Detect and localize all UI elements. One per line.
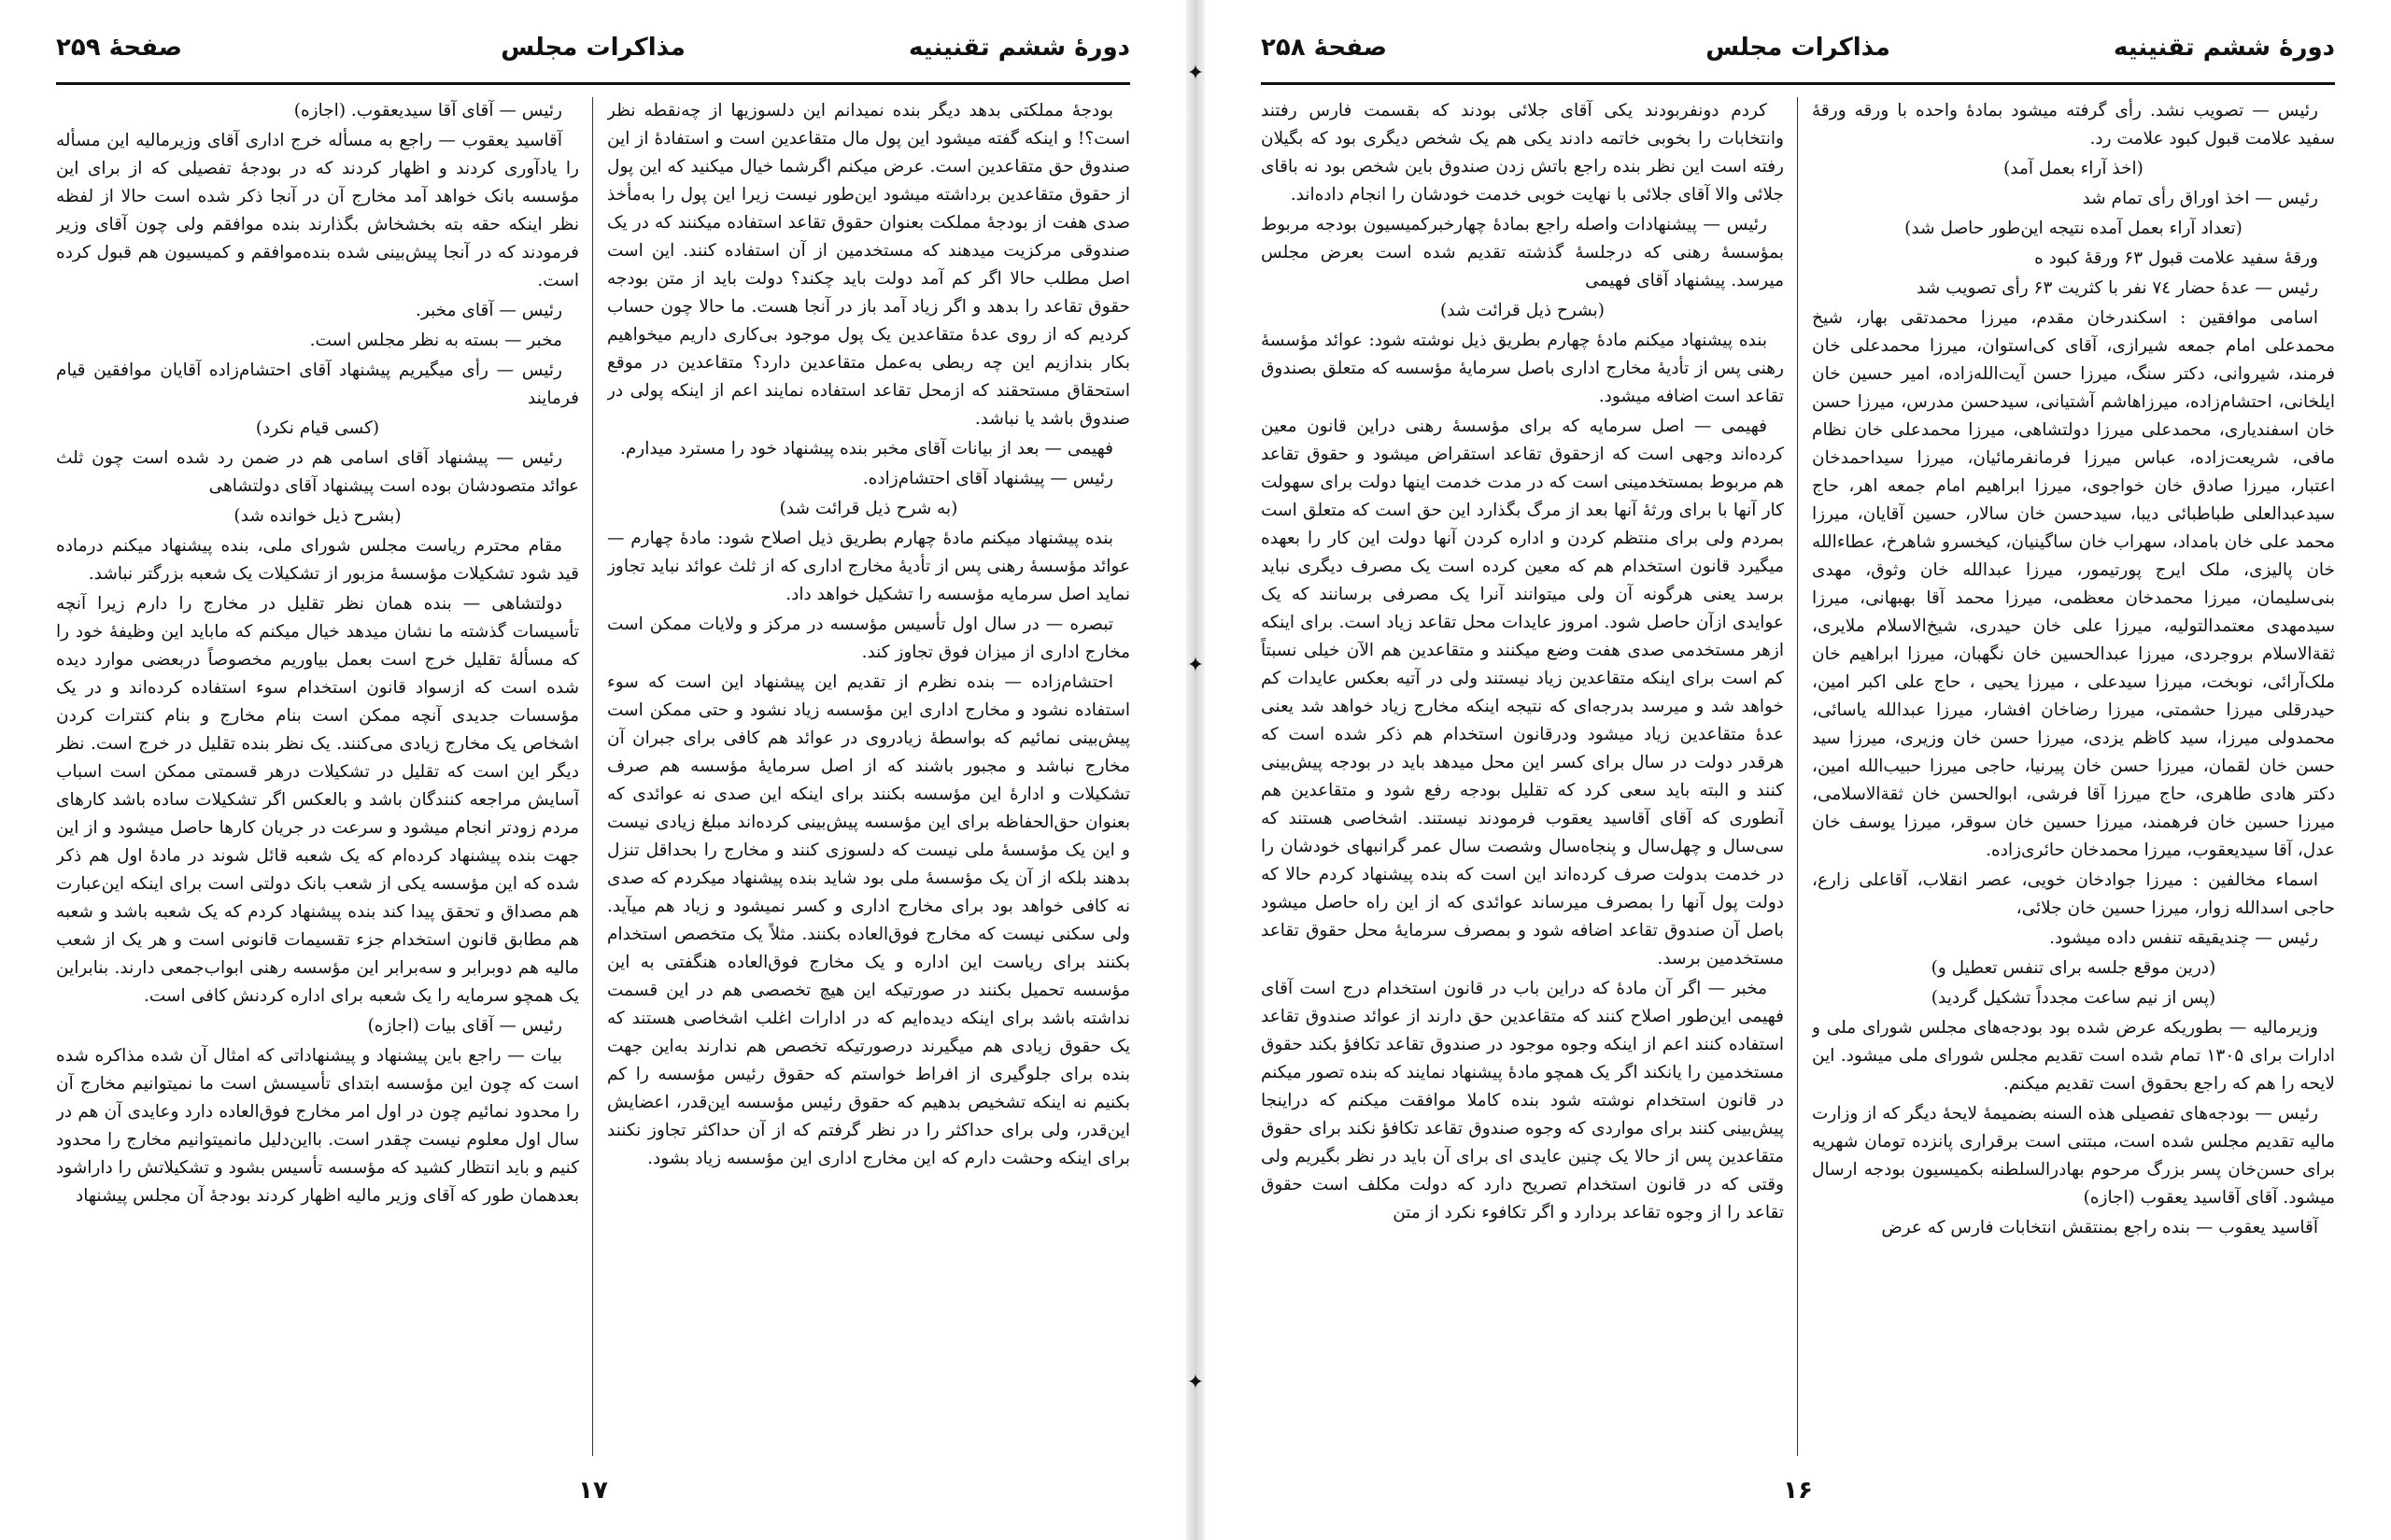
spine-ornament-icon: ✦ — [1186, 654, 1205, 677]
paragraph: احتشام‌زاده — بنده نظرم از تقدیم این پیشنهاد این است که سوء استفاده نشود و مخارج اداری این مؤسسه زیاد نشود و حتی ممکن است پیش‌بینی نمائیم که بواسطهٔ زیادروی در عوائد هم کافی برای جبران آن مخارج نباشد و مجبور باشند که از اصل سرمایهٔ مؤسسه هم صرف تشکیلات و ادارهٔ این مؤسسه بکنند برای اینکه این صدی نه عوائدی که بعنوان حق‌الحفاظه برای این مؤسسه پیش‌بینی کرده‌اند مبلغ زیادی نیست و این یک مؤسسهٔ ملی نیست که دلسوزی کنند و مخارج را بحداقل تنزل بدهند بلکه از آن یک مؤسسهٔ ملی بود شاید بنده پیشنهاد میکردم که صدی نه کافی خواهد بود برای مخارج اداری و کسر نمیشود و زیاد هم میآید. ولی سکنی نیست که مخارج فوق‌العاده بکنند. مثلاً یک متخصص استخدام بکنند برای ریاست این اداره و یک مخارج فوق‌العاده هنگفتی به این مؤسسه تحمیل بکنند در صورتیکه این هیچ تخصصی هم در این قسمت نداشته باشد برای اینکه دیده‌ایم که در ادارات اغلب اشخاصی هستند که یک حقوق زیادی هم میگیرند درصورتیکه تخصص هم ندارند به‌این جهت بنده برای جلوگیری از افراط خواستم که حقوق رئیس مؤسسه را کم بکنیم نه اینکه تشخیص بدهیم که حقوق رئیس مؤسسه این‌قدر، اعضایش این‌قدر، ولی برای حداکثر را در نظر گرفتم که از آن حداکثر تجاوز نکنند برای اینکه وحشت دارم که این مخارج اداری این مؤسسه زیاد بشود. — [607, 672, 1130, 1168]
left-page-header — [56, 34, 1130, 71]
paragraph: فهیمی — بعد از بیانات آقای مخبر بنده پیشنهاد خود را مسترد میدارم. — [619, 439, 1113, 459]
stage-direction: (بشرح ذیل قرائت شد) — [1440, 301, 1605, 320]
text-column — [56, 97, 579, 1456]
paragraph: بیات — راجع باین پیشنهاد و پیشنهاداتی که امثال آن شده مذاکره شده است که چون این مؤسسه ابتدای تأسیسش است ما نمیتوانیم مخارج آن را محدود نمائیم چون در اول امر مخارج فوق‌العاده دارد وعایدی آن هم در سال اول معلوم نیست چقدر است. بااین‌دلیل مانمیتوانیم مخارج را محدود کنیم و باید انتظار کشید که مؤسسه تأسیس بشود و تشکیلاتش را داراشود بعدهمان طور که آقای وزیر مالیه اظهار کردند بودجهٔ آن مجلس پیشنهاد — [56, 1046, 579, 1206]
right-page — [1205, 0, 2391, 1540]
session-label: دورهٔ ششم تقنینیه — [908, 34, 1130, 62]
paragraph: آقاسید یعقوب — راجع به مسأله خرج اداری آقای وزیرمالیه این مسأله را یادآوری کردند و اظهار کردند که در بودجهٔ تفصیلی که از برای این مؤسسه بانک خواهد آمد مخارج آن در آنجا ذکر شده است حالا از لفظه نظر اینکه حقه بته بخشخاش بگذارند بنده موافقم ولی چون آقای وزیر فرمودند که در آنجا پیش‌بینی شده بنده‌موافقم و کمیسیون هم قبول کرده است. — [56, 131, 579, 290]
header-title: مذاکرات مجلس — [1705, 34, 1890, 62]
spine-ornament-icon: ✦ — [1186, 62, 1205, 85]
page-label: صفحهٔ ۲۵۹ — [56, 34, 183, 62]
stage-direction: (اخذ آراء بعمل آمد) — [2003, 159, 2143, 178]
paragraph: مقام محترم ریاست مجلس شورای ملی، بنده پیشنهاد میکنم درماده قید شود تشکیلات مؤسسهٔ مزبور از تشکیلات یک شعبه بزرگتر نباشد. — [56, 536, 579, 584]
paragraph: آقاسید یعقوب — بنده راجع بمنتقش انتخابات فارس که عرض — [1881, 1218, 2318, 1237]
paragraph: رئیس — آقای آقا سیدیعقوب. (اجازه) — [293, 101, 562, 120]
header-rule — [56, 82, 1130, 85]
left-page — [0, 0, 1186, 1540]
session-label: دورهٔ ششم تقنینیه — [2113, 34, 2335, 62]
stage-direction: (درین موقع جلسه برای تنفس تعطیل و) — [1931, 958, 2216, 978]
paragraph: رئیس — پیشنهاد آقای احتشام‌زاده. — [862, 469, 1113, 488]
paragraph: رئیس — عدهٔ حضار ۷٤ نفر با کثریت ۶۳ رأی تصویب شد — [1917, 278, 2318, 298]
paragraph: دولتشاهی — بنده همان نظر تقلیل در مخارج را دارم زیرا آنچه تأسیسات گذشته ما نشان میدهد خیال میکنم که ماباید این وظیفهٔ خود را که مسألهٔ تقلیل خرج است بعمل بیاوریم مخصوصاً دربعضی موارد دیده شده است که ازسواد قانون استخدام سوء استفاده کرده‌اند و در یک مؤسسات جدیدی آنچه ممکن است بنام مخارج و بنام کنترات کردن اشخاص یک مخارج زیادی می‌کنند. یک نظر بنده تقلیل در خرج است. نظر دیگر این است که تقلیل در تشکیلات درهر قسمتی ممکن است اسباب آسایش مراجعه کنندگان باشد و بالعکس اگر تشکیلات ساده باشد کارهای مردم زودتر انجام میشود و سرعت در جریان کارها حاصل میشود و از این جهت بنده پیشنهاد کرده‌ام که یک شعبه قائل شوند در مادهٔ اول هم ذکر شده که این مؤسسه یکی از شعب بانک دولتی است برای اینکه این‌عبارت هم مصداق و تحقق پیدا کند بنده پیشنهاد کردم که یک شعبه باشد و شعبه هم مطابق قانون استخدام جزء تقسیمات قانونی است و هر یک از شعب مالیه هم دوبرابر و سه‌برابر این مؤسسه رهنی ابواب‌جمعی دارند. بنابراین یک همچو سرمایه را یک شعبه برای اداره کردنش کافی است. — [56, 594, 579, 1006]
paragraph: رئیس — پیشنهاد آقای اسامی هم در ضمن رد شده است چون ثلث عوائد متصودشان بوده است پیشنهاد آقای دولتشاهی — [56, 448, 579, 496]
paragraph: رئیس — تصویب نشد. رأی گرفته میشود بمادهٔ واحده با ورقه ورقهٔ سفید علامت قبول کبود علامت رد. — [1812, 101, 2335, 148]
paragraph: رئیس — آقای مخبر. — [415, 301, 562, 320]
paragraph: بنده پیشنهاد میکنم مادهٔ چهارم بطریق ذیل اصلاح شود: مادهٔ چهارم — عوائد مؤسسهٔ رهنی پس از تأدیهٔ مخارج اداری که از ثلث عوائد نباید تجاوز نماید اصل سرمایه مؤسسه را تشکیل خواهد داد. — [607, 529, 1130, 604]
stage-direction: (پس از نیم ساعت مجدداً تشکیل گردید) — [1931, 988, 2216, 1008]
paragraph: مخبر — بسته به نظر مجلس است. — [309, 331, 562, 350]
text-column — [607, 97, 1130, 1456]
page-number: ۱۶ — [1783, 1476, 1813, 1505]
paragraph: وزیرمالیه — بطوریکه عرض شده بود بودجه‌های مجلس شورای ملی و ادارات برای ۱۳۰۵ تمام شده است تقدیم مجلس شورای ملی میشود. این لایحه را هم که راجع بحقوق است تقدیم میکنم. — [1812, 1018, 2335, 1094]
paragraph: کردم دونفربودند یکی آقای جلائی بودند که بقسمت فارس رفتند وانتخابات را بخوبی خاتمه دادند یکی هم یک شخص دیگری بود که بگیلان رفته است این نظر بنده راجع باتش زدن صندوق باین شخص بود نه باقای جلائی والا آقای جلائی با نهایت خوبی خدمت خودشان را انجام داده‌اند. — [1261, 101, 1784, 205]
paragraph: اسامی موافقین : اسکندرخان مقدم، میرزا محمدتقی بهار، شیخ محمدعلی امام جمعه شیرازی، آقای کی‌استوان، میرزا محمدعلی خان فرمند، شیروانی، دکتر سنگ، میرزا حسن آیت‌الله‌زاده، امیر حسین خان ایلخانی، احتشام‌زاده، میرزاهاشم آشتیانی، سیدحسن مدرس، میرزا حسن خان اسفندیاری، محمدعلی میرزا دولتشاهی، میرزا محمدعلی خان نظام مافی، شریعت‌زاده، عباس میرزا فرمانفرمائیان، میرزا سیداحمدخان اعتبار، میرزا صادق خان خواجوی، میرزا ابراهیم امام جمعه اهر، حاج سیدعبدالعلی طباطبائی دیبا، سیدحسن خان سالار، حسین آقایان، میرزا محمد علی خان بامداد، سهراب خان ساگینیان، کیخسرو شاهرخ، عطاءالله خان پالیزی، ملک ایرج پورتیمور، میرزا عبدالله خان وثوق، مهدی بنی‌سلیمان، میرزا محمدخان معظمی، میرزا محمد آقا بهبهانی، میرزا سیدمهدی معتمدالتولیه، میرزا علی خان حیدری، شیخ‌الاسلام ملایری، ثقةالاسلام بروجردی، میرزا عبدالحسین خان نگهبان، میرزا ابراهیم خان ملک‌آرائی، نوبخت، میرزا سیدعلی ، میرزا یحیی ، حاج علی اکبر امین، حیدرقلی میرزا حشمتی، میرزا رضاخان افشار، میرزا عبدالله یاسائی، محمدولی میرزا، سید کاظم یزدی، میرزا حسن خان وزیری، میرزا سید حسن خان لقمان، میرزا حسن خان پیرنیا، حاجی میرزا حبیب‌الله امین، دکتر هادی طاهری، حاج میرزا آقا فرشی، ابوالحسن خان ثقةالاسلامی، میرزا حسین خان فرهمند، میرزا حسین خان سوقر، میرزا یوسف خان عدل، آقا سیدیعقوب، میرزا محمدخان حائری‌زاده. — [1812, 308, 2335, 860]
paragraph: ورقهٔ سفید علامت قبول ۶۳ ورقهٔ کبود ه — [2034, 248, 2318, 268]
text-column — [1812, 97, 2335, 1456]
paragraph: رئیس — اخذ اوراق رأی تمام شد — [2082, 189, 2318, 208]
book-spine — [1186, 0, 1205, 1540]
paragraph: اسماء مخالفین : میرزا جوادخان خویی، عصر انقلاب، آقاعلی زارع، حاجی اسدالله زوار، میرزا حسین خان جلائی، — [1812, 870, 2335, 918]
right-page-header — [1261, 34, 2335, 71]
paragraph: رئیس — آقای بیات (اجازه) — [367, 1016, 562, 1036]
paragraph: رئیس — بودجه‌های تفصیلی هذه السنه بضمیمهٔ لایحهٔ دیگر که از وزارت مالیه تقدیم مجلس شده است، مبتنی است برقراری پانزده تومان شهریه برای حسن‌خان پسر بزرگ مرحوم بهادرالسلطنه بکمیسیون بودجه ارسال میشود. آقای آقاسید یعقوب (اجازه) — [1812, 1104, 2335, 1208]
paragraph: رئیس — پیشنهادات واصله راجع بمادهٔ چهارخبرکمیسیون بودجه مربوط بمؤسسهٔ رهنی که درجلسهٔ گذشته تقدیم شده است بعرض مجلس میرسد. پیشنهاد آقای فهیمی — [1261, 215, 1784, 290]
column-divider — [592, 97, 593, 1456]
page-number: ۱۷ — [578, 1476, 608, 1505]
column-divider — [1797, 97, 1798, 1456]
paragraph: رئیس — رأی میگیریم پیشنهاد آقای احتشام‌زاده آقایان موافقین قیام فرمایند — [56, 360, 579, 408]
text-column — [1261, 97, 1784, 1456]
spine-ornament-icon: ✦ — [1186, 1371, 1205, 1394]
right-page-columns — [1261, 97, 2335, 1456]
header-title: مذاکرات مجلس — [501, 34, 686, 62]
paragraph: بودجهٔ مملکتی بدهد دیگر بنده نمیدانم این دلسوزیها از چه‌نقطه نظر است؟! و اینکه گفته میشود این پول مال متقاعدین است و استفادهٔ از این صندوق حق متقاعدین است. عرض میکنم اگرشما خیال میکنید که این پول از حقوق متقاعدین برداشته میشود این‌طور نیست زیرا این پول را به‌مأخذ صدی هفت از بودجهٔ مملکت بعنوان حقوق تقاعد استفاده میکنند که در یک صندوقی مرکزیت میدهند که مستخدمین از آن استفاده کنند. این است اصل مطلب حالا اگر کم آمد دولت باید چکند؟ دولت باید از متن بودجه حقوق تقاعد را بدهد و اگر زیاد آمد باز در آنجا هست. ما حالا چون حساب کردیم که از روی عدهٔ متقاعدین یک پول موجود بی‌کاری داریم میخواهیم بکار بندازیم این چه ربطی به‌عمل متقاعدین دارد؟ متقاعدین در موقع استحقاق مستحقند که ازمحل تقاعد استفاده نمایند اعم از اینکه پولی در صندوق باشد یا نباشد. — [607, 101, 1130, 429]
paragraph: فهیمی — اصل سرمایه که برای مؤسسهٔ رهنی دراین قانون معین کرده‌اند وجهی است که ازحقوق تقاعد استقراض میشود و حقوق تقاعد هم مربوط بمستخدمینی است که در مدت خدمت اینها دولت برای سهولت کار آنها با برای ورثهٔ آنها بعد از مرگ بگذارد این حق است که متعلق است بمردم ولی برای منتظم کردن و اداره کردن آنها دولت این کار را بعهده میگیرد قانون استخدام هم که معین کرده است یک مصرف دیگری نباید برسد یعنی هرگونه آن ولی میتوانند آنرا یک مصرفی برسانند که یک عوایدی ازآن حاصل شود. امروز عایدات محل تقاعد زیاد است. برای اینکه ازهر مستخدمی صدی هفت وضع میکنند و متقاعدین هم الآن خیلی نسبتاً کم است برای اینکه متقاعدین زیاد نیستند ولی در آتیه بعکس عایدات کم خواهد شد و میرسد بدرجه‌ای که نتیجه اینکه مخارج زیاد خواهد شد یعنی عدهٔ متقاعدین زیاد میشود ودرقانون استخدام هم ذکر شده است که هرقدر دولت در سال برای کسر این محل میدهد باید در بودجه پیش‌بینی کنند و البته باید سعی کرد که تقلیل بودجه رفع شود و متقاعدین هم آنطوری که آقای آقاسید یعقوب فرمودند نیستند. اشخاصی هستند که سی‌سال و چهل‌سال و پنجاه‌سال وشصت سال عمر گرانبهای خودشان را در خدمت بدولت صرف کرده‌اند این است که بنده پیشنهاد کردم حالا که دولت پول آنها را بمصرف میرساند عوائدی که از این راه حاصل میشود باصل آن صندوق تقاعد اضافه شود و بمصرف سرمایهٔ محل حقوق تقاعد مستخدمین برسد. — [1261, 417, 1784, 968]
paragraph: مخبر — اگر آن مادهٔ که دراین باب در قانون استخدام درج است آقای فهیمی این‌طور اصلاح کنند که متقاعدین حق دارند از عوائد صندوق تقاعد استفاده کنند اعم از اینکه وجوه موجود در صندوق تقاعد تکافؤ بکند حقوق مستخدمین را یانکند اگر یک همچو مادهٔ پیشنهاد نمایند که بنده تصور میکنم در قانون استخدام نوشته شود بنده کاملا موافقت میکنم که دراینجا پیش‌بینی کنند برای مواردی که وجوه صندوق تقاعد تکافؤ نکند برای حقوق متقاعدین پس از حالا یک چنین عایدی ای برای آن باید در نظر بگیریم ولی وقتی که در قانون استخدام تصریح دارد که دولت مکلف است حقوق تقاعد را از وجوه تقاعد بردارد و اگر تکافوء نکرد از متن — [1261, 979, 1784, 1222]
stage-direction: (به شرح ذیل قرائت شد) — [779, 499, 958, 518]
stage-direction: (بشرح ذیل خوانده شد) — [233, 506, 402, 526]
paragraph: تبصره — در سال اول تأسیس مؤسسه در مرکز و ولایات ممکن است مخارج اداری از میزان فوق تجاوز کند. — [607, 615, 1130, 662]
page-label: صفحهٔ ۲۵۸ — [1261, 34, 1388, 62]
header-rule — [1261, 82, 2335, 85]
left-page-columns — [56, 97, 1130, 1456]
paragraph: بنده پیشنهاد میکنم مادهٔ چهارم بطریق ذیل نوشته شود: عوائد مؤسسهٔ رهنی پس از تأدیهٔ مخارج اداری باصل سرمایهٔ مؤسسه که متعلق بصندوق تقاعد است اضافه میشود. — [1261, 331, 1784, 406]
paragraph: رئیس — چندیقیقه تنفس داده میشود. — [2049, 928, 2318, 948]
stage-direction: (کسی قیام نکرد) — [255, 418, 380, 438]
stage-direction: (تعداد آراء بعمل آمده نتیجه این‌طور حاصل شد) — [1904, 219, 2242, 238]
